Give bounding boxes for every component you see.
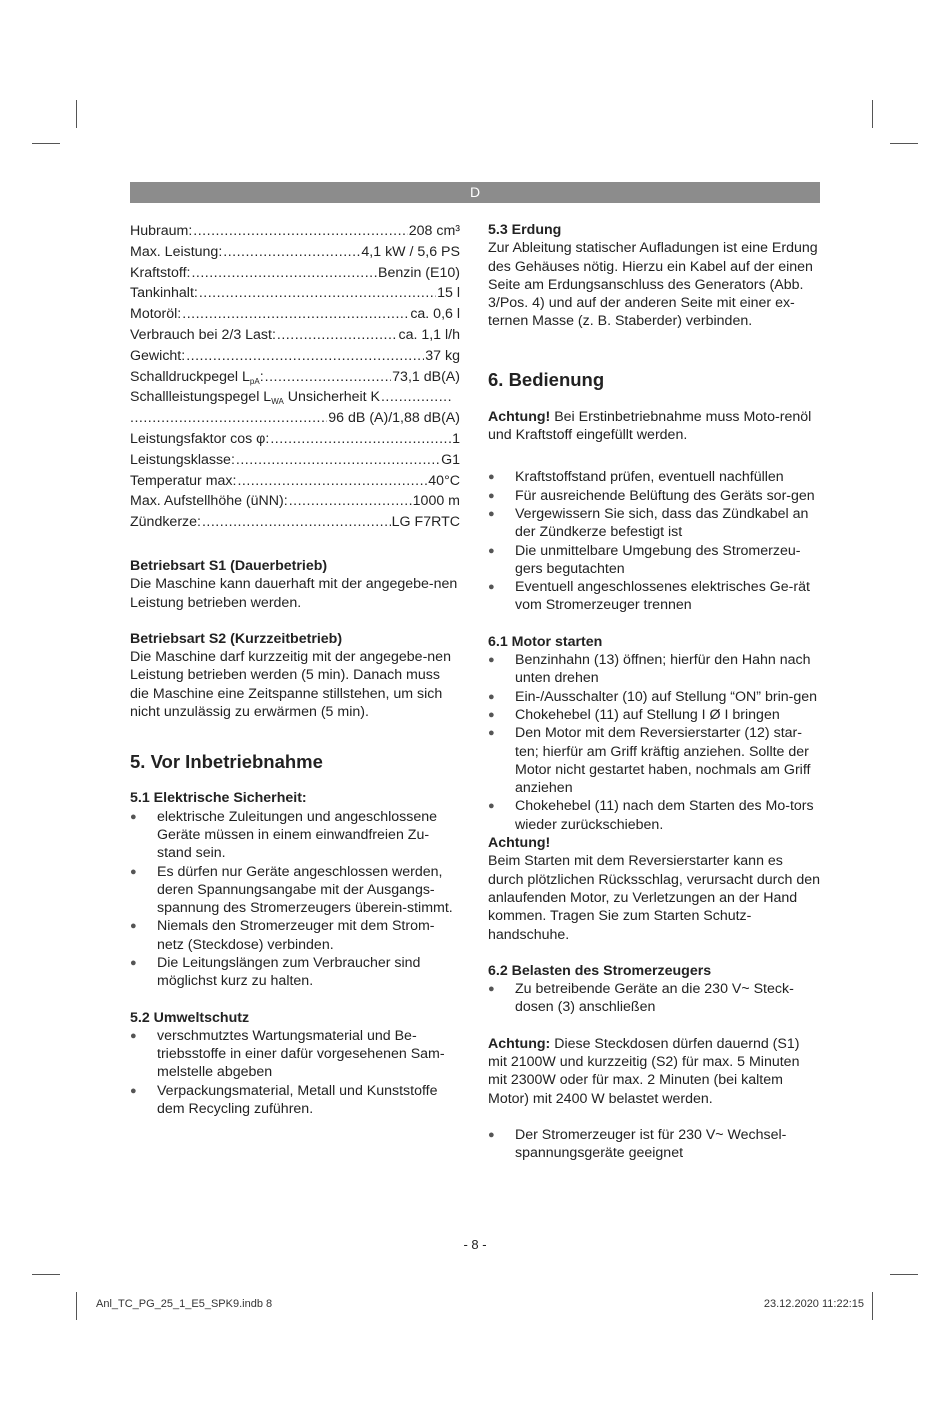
- s6-warning: Achtung! Bei Erstinbetriebnahme muss Moto-renöl und Kraftstoff eingefüllt werden.: [488, 408, 812, 444]
- list-item: ● Der Stromerzeuger ist für 230 V~ Wechsel-spannungsgeräte geeignet: [488, 1126, 820, 1163]
- s53-text: Zur Ableitung statischer Aufladungen ist eine Erdung des Gehäuses nötig. Hierzu ein Kabel auf der einen Seite am Erdungsanschluss des Generators (Abb. 3/Pos. 4) und auf der anderen Seite mit einer ex-ternen Masse (z. B. Staberder) verbinden.: [488, 240, 818, 330]
- list-item: ● Es dürfen nur Geräte angeschlossen werden, deren Spannungsangabe mit der Ausgangs-spannung des Stromerzeugers überein-stimmt.: [130, 863, 460, 918]
- spec-row: Tankinhalt: ..... 15 l: [130, 283, 460, 304]
- s61-warning-title: Achtung!: [488, 835, 551, 852]
- s61-list: [488, 651, 820, 834]
- crop-mark: [890, 143, 918, 144]
- s62-title: 6.2 Belasten des Stromerzeugers: [488, 962, 712, 979]
- s1-title: Betriebsart S1 (Dauerbetrieb): [130, 557, 328, 574]
- section-5-title: 5. Vor Inbetriebnahme: [130, 751, 323, 773]
- list-item: ● Die unmittelbare Umgebung des Stromerzeu-gers begutachten: [488, 542, 820, 579]
- s53-title: 5.3 Erdung: [488, 222, 562, 238]
- spec-row: Max. Leistung: ..... 4,1 kW / 5,6 PS: [130, 242, 460, 263]
- spec-row: Hubraum: ..... 208 cm³: [130, 221, 460, 242]
- s62-list-2: [488, 1126, 820, 1163]
- language-bar: D: [130, 182, 820, 203]
- s61-title: 6.1 Motor starten: [488, 633, 603, 650]
- s1-text: Die Maschine kann dauerhaft mit der angegebe-nen Leistung betrieben werden.: [130, 576, 458, 611]
- spec-row: ..... 96 dB (A)/1,88 dB(A): [130, 408, 460, 429]
- list-item: ● Niemals den Stromerzeuger mit dem Strom-netz (Steckdose) verbinden.: [130, 917, 460, 954]
- list-item: ● Chokehebel (11) nach dem Starten des Mo-tors wieder zurückschieben.: [488, 797, 820, 834]
- crop-mark: [76, 100, 77, 128]
- list-item: ● Vergewissern Sie sich, dass das Zündkabel an der Zündkerze befestigt ist: [488, 505, 820, 542]
- list-item: ● elektrische Zuleitungen und angeschlossene Geräte müssen in einem einwandfreien Zu-stand sein.: [130, 808, 460, 863]
- page-number: - 8 -: [463, 1237, 487, 1252]
- spec-row: Gewicht: ..... 37 kg: [130, 346, 460, 367]
- section-6-title: 6. Bedienung: [488, 368, 605, 390]
- crop-mark: [32, 143, 60, 144]
- s62-list: [488, 980, 820, 1017]
- date-slug: 23.12.2020 11:22:15: [763, 1298, 864, 1310]
- s2-title: Betriebsart S2 (Kurzzeitbetrieb): [130, 630, 343, 647]
- spec-row: Schallleistungspegel $L_{WA}$ Unsicherheit K .....: [130, 387, 460, 408]
- spec-row: Zündkerze: ..... LG F7RTC: [130, 512, 460, 533]
- s6-list: [488, 468, 820, 614]
- s51-title: 5.1 Elektrische Sicherheit:: [130, 790, 307, 807]
- crop-mark: [872, 100, 873, 128]
- spec-list: [130, 221, 460, 533]
- right-column: [488, 221, 820, 1162]
- list-item: ● verschmutztes Wartungsmaterial und Be-triebsstoffe in einer dafür vorgesehenen Sam-melstelle abgeben: [130, 1027, 460, 1082]
- spec-row: Motoröl: ..... ca. 0,6 l: [130, 304, 460, 325]
- crop-mark: [872, 1292, 873, 1320]
- list-item: ● Chokehebel (11) auf Stellung I Ø I bringen: [488, 706, 820, 724]
- file-slug: Anl_TC_PG_25_1_E5_SPK9.indb 8: [96, 1298, 273, 1310]
- list-item: ● Die Leitungslängen zum Verbraucher sind möglichst kurz zu halten.: [130, 954, 460, 991]
- crop-mark: [32, 1274, 60, 1275]
- spec-row: Verbrauch bei 2/3 Last: ..... ca. 1,1 l/h: [130, 325, 460, 346]
- spec-row: Max. Aufstellhöhe (üNN): ..... 1000 m: [130, 491, 460, 512]
- s61-warning-text: Beim Starten mit dem Reversierstarter kann es durch plötzlichen Rücksschlag, verursacht durch den anlaufenden Motor, zu Verletzungen an der Hand kommen. Tragen Sie zum Starten Schutz-handschuhe.: [488, 853, 820, 943]
- left-column: [130, 221, 460, 1118]
- list-item: ● Kraftstoffstand prüfen, eventuell nachfüllen: [488, 468, 820, 486]
- spec-row: Temperatur max: ..... 40°C: [130, 471, 460, 492]
- list-item: ● Zu betreibende Geräte an die 230 V~ Steck-dosen (3) anschließen: [488, 980, 820, 1017]
- list-item: ● Verpackungsmaterial, Metall und Kunststoffe dem Recycling zuführen.: [130, 1082, 460, 1119]
- s62-warning: Achtung: Diese Steckdosen dürfen dauernd (S1) mit 2100W und kurzzeitig (S2) für max. 5 Minuten mit 2300W oder für max. 2 Minuten (bei kaltem Motor) mit 2400 W belastet werden.: [488, 1035, 800, 1107]
- list-item: ● Für ausreichende Belüftung des Geräts sor-gen: [488, 487, 820, 505]
- s52-title: 5.2 Umweltschutz: [130, 1009, 250, 1026]
- spec-row: Leistungsklasse: ..... G1: [130, 450, 460, 471]
- list-item: ● Benzinhahn (13) öffnen; hierfür den Hahn nach unten drehen: [488, 651, 820, 688]
- s52-list: [130, 1027, 460, 1118]
- list-item: ● Ein-/Ausschalter (10) auf Stellung “ON” brin-gen: [488, 688, 820, 706]
- s2-text: Die Maschine darf kurzzeitig mit der angegebe-nen Leistung betrieben werden (5 min). Danach muss die Maschine eine Zeitspanne stillstehen, um sich nicht unzulässig zu erwärmen (5 min).: [130, 649, 451, 721]
- spec-row: Leistungsfaktor cos φ: ..... 1: [130, 429, 460, 450]
- list-item: ● Eventuell angeschlossenes elektrisches Ge-rät vom Stromerzeuger trennen: [488, 578, 820, 615]
- crop-mark: [890, 1274, 918, 1275]
- spec-row: Kraftstoff: ..... Benzin (E10): [130, 263, 460, 284]
- s51-list: [130, 808, 460, 991]
- list-item: ● Den Motor mit dem Reversierstarter (12) star-ten; hierfür am Griff kräftig anziehen. Sollte der Motor nicht gestartet haben, nochmals am Griff anziehen: [488, 724, 820, 797]
- spec-row: Schalldruckpegel $L_{pA}$: ..... 73,1 dB(A): [130, 367, 460, 388]
- crop-mark: [76, 1292, 77, 1320]
